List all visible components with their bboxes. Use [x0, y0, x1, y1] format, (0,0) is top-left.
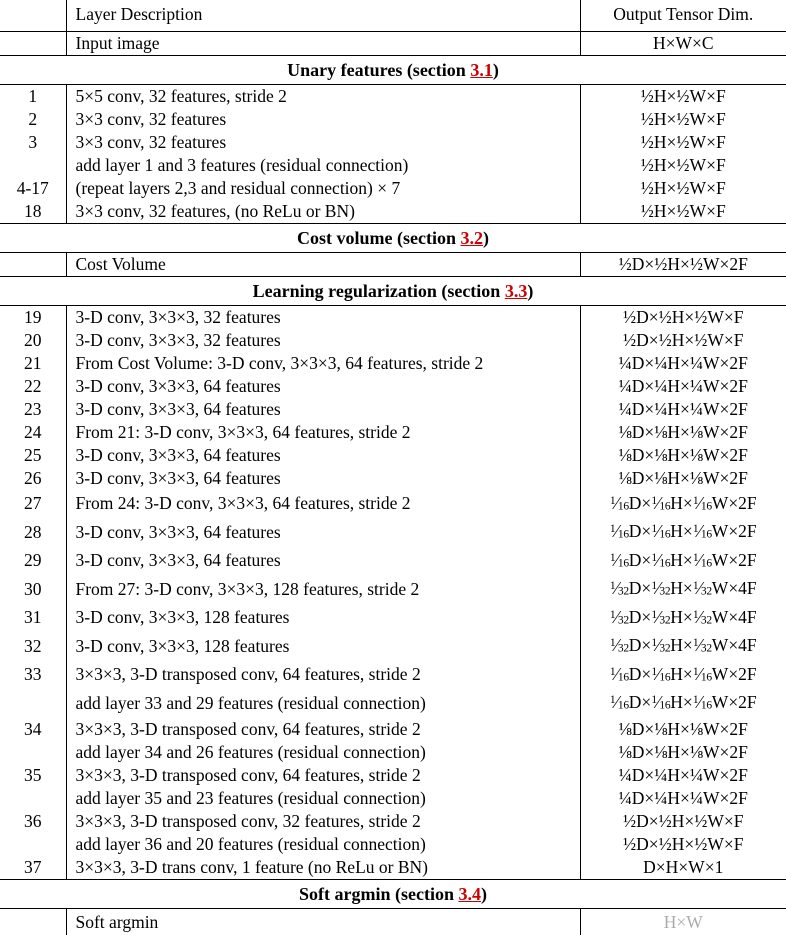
- cell-number: [0, 154, 66, 177]
- table-row: [0, 352, 786, 375]
- table-row: [0, 131, 786, 154]
- cell-number: 3: [28, 131, 38, 152]
- section-title: [0, 276, 786, 305]
- cell-dimension: ¼D×¼H×¼W×2F: [580, 398, 786, 421]
- cell-dimension: $^1$⁄16D×$^1$⁄16H×$^1$⁄16W×2F: [580, 689, 786, 718]
- section-title: [0, 223, 786, 252]
- cell-dimension: ½H×½W×F: [580, 154, 786, 177]
- table-row: [0, 547, 786, 576]
- table-row: [0, 833, 786, 856]
- section-title-suffix: ): [492, 59, 499, 80]
- cell-description: 3-D conv, 3×3×3, 32 features: [66, 329, 580, 352]
- fraction: $^1$⁄32: [651, 606, 671, 627]
- cell-dimension: ¼D×¼H×¼W×2F: [580, 787, 786, 810]
- table-row: [0, 787, 786, 810]
- cell-description: 3×3×3, 3-D trans conv, 1 feature (no ReLu or BN): [66, 856, 580, 880]
- table-row: [0, 200, 786, 224]
- table-row: [0, 329, 786, 352]
- table-row: [0, 741, 786, 764]
- table-row: [0, 632, 786, 661]
- cell-dimension: $^1$⁄32D×$^1$⁄32H×$^1$⁄32W×4F: [580, 575, 786, 604]
- table-header-row: [0, 0, 786, 28]
- header-cell-number: [0, 0, 66, 28]
- table-row: [0, 467, 786, 490]
- cell-description: add layer 33 and 29 features (residual connection): [66, 689, 580, 718]
- fraction: $^1$⁄16: [692, 549, 712, 570]
- cell-number: [0, 741, 66, 764]
- section-reference-link[interactable]: 3.1: [470, 59, 493, 80]
- fraction: $^1$⁄32: [609, 634, 629, 655]
- fraction: $^1$⁄16: [651, 691, 671, 712]
- table-row: [0, 604, 786, 633]
- section-reference-link[interactable]: 3.4: [458, 883, 481, 904]
- cell-number: 35: [24, 764, 42, 785]
- cell-description: 3-D conv, 3×3×3, 64 features: [66, 518, 580, 547]
- cell-dimension: $^1$⁄16D×$^1$⁄16H×$^1$⁄16W×2F: [580, 518, 786, 547]
- cell-number: 24: [24, 421, 42, 442]
- fraction: $^1$⁄16: [692, 492, 712, 513]
- cell-number: 2: [28, 108, 38, 129]
- cell-description: 3-D conv, 3×3×3, 32 features: [66, 305, 580, 329]
- cell-number: 33: [24, 664, 42, 685]
- cell-description: 3×3 conv, 32 features: [66, 131, 580, 154]
- cell-description: add layer 34 and 26 features (residual connection): [66, 741, 580, 764]
- cell-number: [0, 689, 66, 718]
- table-row: [0, 444, 786, 467]
- cell-description: 3-D conv, 3×3×3, 64 features: [66, 467, 580, 490]
- cell-dimension: ⅛D×⅛H×⅛W×2F: [580, 467, 786, 490]
- cell-description: From Cost Volume: 3-D conv, 3×3×3, 64 features, stride 2: [66, 352, 580, 375]
- cell-number: 18: [24, 200, 42, 221]
- cell-dimension: ¼D×¼H×¼W×2F: [580, 375, 786, 398]
- cell-dimension: D×H×W×1: [580, 856, 786, 880]
- section-title-text: Soft argmin (section: [299, 883, 459, 904]
- table-row: [0, 718, 786, 741]
- fraction: $^1$⁄32: [692, 634, 712, 655]
- cell-description: 3×3×3, 3-D transposed conv, 32 features, stride 2: [66, 810, 580, 833]
- table-row: [0, 764, 786, 787]
- section-title-suffix: ): [527, 280, 534, 301]
- cell-dimension: $^1$⁄16D×$^1$⁄16H×$^1$⁄16W×2F: [580, 490, 786, 519]
- table-row: [0, 305, 786, 329]
- fraction: $^1$⁄16: [651, 549, 671, 570]
- cell-dimension: ½D×½H×½W×F: [580, 305, 786, 329]
- table-row: [0, 856, 786, 880]
- cell-description: 3×3×3, 3-D transposed conv, 64 features, stride 2: [66, 718, 580, 741]
- section-title-text: Unary features (section: [287, 59, 471, 80]
- cell-description: 3-D conv, 3×3×3, 128 features: [66, 632, 580, 661]
- cell-number: 27: [24, 493, 42, 514]
- section-header-learning-regularization: [0, 276, 786, 305]
- section-title-suffix: ): [480, 883, 487, 904]
- fraction: $^1$⁄32: [609, 606, 629, 627]
- cell-number: 36: [24, 810, 42, 831]
- table-row: [0, 177, 786, 200]
- cell-dimension: ½D×½H×½W×F: [580, 833, 786, 856]
- fraction: $^1$⁄16: [609, 492, 629, 513]
- table-row: [0, 908, 786, 935]
- cell-dimension: ¼D×¼H×¼W×2F: [580, 352, 786, 375]
- cell-dimension: $^1$⁄16D×$^1$⁄16H×$^1$⁄16W×2F: [580, 661, 786, 690]
- table-row: [0, 661, 786, 690]
- section-title: [0, 55, 786, 84]
- cell-dimension: ½H×½W×F: [580, 108, 786, 131]
- section-title-text: Cost volume (section: [297, 227, 461, 248]
- section-title-text: Learning regularization (section: [252, 280, 505, 301]
- cell-description: 3×3×3, 3-D transposed conv, 64 features, stride 2: [66, 764, 580, 787]
- section-title: [0, 879, 786, 908]
- cell-description: Soft argmin: [66, 908, 580, 935]
- cell-description: 3-D conv, 3×3×3, 64 features: [66, 444, 580, 467]
- table-row: [0, 490, 786, 519]
- cell-description: From 21: 3-D conv, 3×3×3, 64 features, stride 2: [66, 421, 580, 444]
- fraction: $^1$⁄16: [692, 691, 712, 712]
- cell-number: 32: [24, 635, 42, 656]
- table-row: [0, 84, 786, 108]
- cell-number: 29: [24, 550, 42, 571]
- fraction: $^1$⁄16: [651, 492, 671, 513]
- cell-dimension: H×W×C: [580, 31, 786, 55]
- cell-dimension: ½D×½H×½W×F: [580, 329, 786, 352]
- cell-dimension: ⅛D×⅛H×⅛W×2F: [580, 444, 786, 467]
- fraction: $^1$⁄16: [609, 549, 629, 570]
- section-header-soft-argmin: [0, 879, 786, 908]
- cell-dimension: ¼D×¼H×¼W×2F: [580, 764, 786, 787]
- cell-description: From 27: 3-D conv, 3×3×3, 128 features, stride 2: [66, 575, 580, 604]
- cell-number: 30: [24, 578, 42, 599]
- fraction: $^1$⁄16: [692, 520, 712, 541]
- cell-description: add layer 35 and 23 features (residual connection): [66, 787, 580, 810]
- cell-number: 34: [24, 718, 42, 739]
- table-row: [0, 108, 786, 131]
- cell-dimension: ⅛D×⅛H×⅛W×2F: [580, 741, 786, 764]
- cell-dimension: ⅛D×⅛H×⅛W×2F: [580, 421, 786, 444]
- fraction: $^1$⁄16: [651, 663, 671, 684]
- cell-description: Input image: [66, 31, 580, 55]
- table-row: [0, 518, 786, 547]
- cell-description: From 24: 3-D conv, 3×3×3, 64 features, stride 2: [66, 490, 580, 519]
- cell-description: (repeat layers 2,3 and residual connection) × 7: [66, 177, 580, 200]
- table-row-input-image: [0, 31, 786, 55]
- fraction: $^1$⁄16: [609, 691, 629, 712]
- cell-number: [0, 31, 66, 55]
- table-row: [0, 252, 786, 276]
- cell-number: 23: [24, 398, 42, 419]
- cell-number: [0, 787, 66, 810]
- cell-description: 5×5 conv, 32 features, stride 2: [66, 84, 580, 108]
- cell-dimension: ½H×½W×F: [580, 131, 786, 154]
- cell-dimension: ½H×½W×F: [580, 84, 786, 108]
- table-row: [0, 154, 786, 177]
- cell-description: 3-D conv, 3×3×3, 64 features: [66, 398, 580, 421]
- fraction: $^1$⁄16: [692, 663, 712, 684]
- cell-description: add layer 36 and 20 features (residual connection): [66, 833, 580, 856]
- cell-number: 1: [28, 85, 38, 106]
- fraction: $^1$⁄32: [609, 577, 629, 598]
- section-title-suffix: ): [482, 227, 489, 248]
- cell-description: 3-D conv, 3×3×3, 128 features: [66, 604, 580, 633]
- cell-description: 3×3×3, 3-D transposed conv, 64 features, stride 2: [66, 661, 580, 690]
- section-reference-link[interactable]: 3.2: [460, 227, 483, 248]
- fraction: $^1$⁄16: [609, 663, 629, 684]
- fraction: $^1$⁄16: [651, 520, 671, 541]
- cell-dimension: $^1$⁄32D×$^1$⁄32H×$^1$⁄32W×4F: [580, 632, 786, 661]
- fraction: $^1$⁄32: [692, 606, 712, 627]
- section-reference-link[interactable]: 3.3: [504, 280, 528, 301]
- header-cell-dimension: Output Tensor Dim.: [580, 0, 786, 28]
- cell-number: 25: [24, 444, 42, 465]
- table-row: [0, 375, 786, 398]
- cell-number: [0, 908, 66, 935]
- table-row: [0, 810, 786, 833]
- fraction: $^1$⁄16: [609, 520, 629, 541]
- cell-number: 4-17: [16, 177, 49, 198]
- fraction: $^1$⁄32: [651, 577, 671, 598]
- cell-description: 3-D conv, 3×3×3, 64 features: [66, 375, 580, 398]
- cell-dimension: ½D×½H×½W×F: [580, 810, 786, 833]
- table-row: [0, 398, 786, 421]
- table-row: [0, 421, 786, 444]
- fraction: $^1$⁄32: [692, 577, 712, 598]
- cell-number: 22: [24, 375, 42, 396]
- cell-number: 37: [24, 856, 42, 877]
- cell-number: 21: [24, 352, 42, 373]
- cell-dimension: ½H×½W×F: [580, 200, 786, 224]
- cell-dimension: ⅛D×⅛H×⅛W×2F: [580, 718, 786, 741]
- table-row: [0, 689, 786, 718]
- section-header-unary-features: [0, 55, 786, 84]
- cell-number: 28: [24, 521, 42, 542]
- section-header-cost-volume: [0, 223, 786, 252]
- cell-description: 3×3 conv, 32 features: [66, 108, 580, 131]
- cell-number: 31: [24, 607, 42, 628]
- table-row: [0, 575, 786, 604]
- cell-dimension: $^1$⁄32D×$^1$⁄32H×$^1$⁄32W×4F: [580, 604, 786, 633]
- cell-description: 3×3 conv, 32 features, (no ReLu or BN): [66, 200, 580, 224]
- fraction: $^1$⁄32: [651, 634, 671, 655]
- cell-description: Cost Volume: [66, 252, 580, 276]
- cell-description: add layer 1 and 3 features (residual connection): [66, 154, 580, 177]
- cell-number: [0, 833, 66, 856]
- cell-dimension: H×W: [580, 908, 786, 935]
- cell-dimension: $^1$⁄16D×$^1$⁄16H×$^1$⁄16W×2F: [580, 547, 786, 576]
- cell-dimension: ½H×½W×F: [580, 177, 786, 200]
- cell-number: 26: [24, 467, 42, 488]
- cell-number: [0, 252, 66, 276]
- cell-description: 3-D conv, 3×3×3, 64 features: [66, 547, 580, 576]
- cell-number: 20: [24, 329, 42, 350]
- cell-dimension: ½D×½H×½W×2F: [580, 252, 786, 276]
- header-cell-description: Layer Description: [66, 0, 580, 28]
- cell-number: 19: [24, 306, 42, 327]
